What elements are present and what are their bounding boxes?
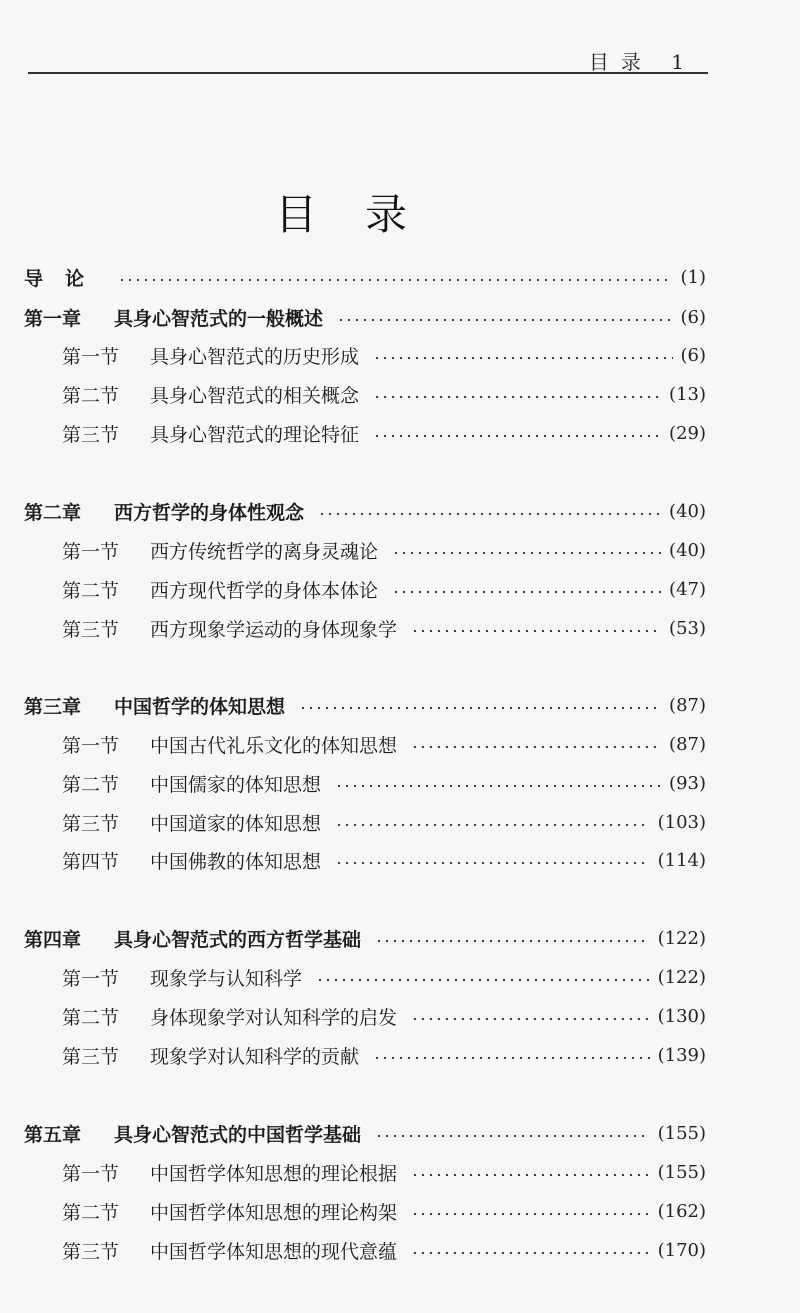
running-header-text: 目录 1	[588, 50, 696, 74]
dot-leader	[411, 1252, 650, 1254]
entry-page-number: (1)	[680, 266, 706, 288]
toc-chapter-entry	[24, 1118, 706, 1148]
toc-section-entry	[62, 418, 706, 448]
toc-chapter-entry	[24, 690, 706, 720]
entry-page-number: (6)	[680, 344, 706, 366]
entry-title: 西方哲学的身体性观念	[114, 501, 305, 524]
entry-page-number: (87)	[669, 733, 706, 755]
entry-number: 第三节	[62, 618, 120, 641]
toc-chapter-entry	[24, 923, 706, 953]
entry-page-number: (114)	[657, 849, 706, 871]
running-header	[28, 40, 708, 74]
entry-page-number: (93)	[669, 772, 706, 794]
entry-number: 第一章	[24, 307, 82, 330]
dot-leader	[392, 591, 661, 593]
entry-number: 第五章	[24, 1123, 82, 1146]
entry-title: 中国哲学的体知思想	[114, 695, 286, 718]
toc-section-entry	[62, 729, 706, 759]
entry-number: 第二节	[62, 579, 120, 602]
entry-title: 具身心智范式的中国哲学基础	[114, 1123, 362, 1146]
dot-leader	[392, 552, 661, 554]
toc-section-entry	[62, 1040, 706, 1070]
dot-leader	[375, 940, 650, 942]
toc-section-entry	[62, 340, 706, 370]
entry-page-number: (170)	[657, 1239, 706, 1261]
entry-title: 中国哲学体知思想的理论构架	[150, 1201, 398, 1224]
entry-title: 具身心智范式的历史形成	[150, 345, 360, 368]
entry-page-number: (155)	[657, 1161, 706, 1183]
entry-page-number: (87)	[669, 694, 706, 716]
entry-page-number: (130)	[657, 1005, 706, 1027]
toc-section-entry	[62, 1001, 706, 1031]
entry-number: 第三节	[62, 423, 120, 446]
entry-number: 第四章	[24, 928, 82, 951]
toc-section-entry	[62, 613, 706, 643]
entry-title: 中国儒家的体知思想	[150, 773, 322, 796]
entry-number: 第一节	[62, 1162, 120, 1185]
entry-title: 西方现象学运动的身体现象学	[150, 618, 398, 641]
toc-chapter-entry	[24, 302, 706, 332]
entry-page-number: (53)	[669, 617, 706, 639]
dot-leader	[337, 319, 672, 321]
entry-title: 具身心智范式的相关概念	[150, 384, 360, 407]
entry-number: 第三节	[62, 1240, 120, 1263]
toc-section-entry	[62, 807, 706, 837]
entry-title: 中国道家的体知思想	[150, 812, 322, 835]
entry-title: 具身心智范式的理论特征	[150, 423, 360, 446]
entry-page-number: (6)	[680, 306, 706, 328]
dot-leader	[373, 396, 661, 398]
entry-number: 第一节	[62, 345, 120, 368]
dot-leader	[335, 824, 650, 826]
entry-number: 第二节	[62, 1006, 120, 1029]
entry-page-number: (40)	[669, 539, 706, 561]
toc-section-entry	[62, 535, 706, 565]
dot-leader	[411, 1018, 650, 1020]
entry-number: 第一节	[62, 540, 120, 563]
entry-page-number: (103)	[657, 811, 706, 833]
entry-title: 现象学与认知科学	[150, 967, 303, 990]
dot-leader	[411, 630, 661, 632]
entry-number: 第一节	[62, 734, 120, 757]
dot-leader	[375, 1135, 650, 1137]
toc-chapter-entry	[24, 262, 706, 292]
dot-leader	[373, 1057, 650, 1059]
entry-title: 中国哲学体知思想的现代意蕴	[150, 1240, 398, 1263]
entry-title: 身体现象学对认知科学的启发	[150, 1006, 398, 1029]
toc-section-entry	[62, 962, 706, 992]
entry-number: 第二节	[62, 773, 120, 796]
entry-title: 西方传统哲学的离身灵魂论	[150, 540, 379, 563]
page-title: 目录	[274, 190, 455, 239]
dot-leader	[316, 979, 650, 981]
entry-number: 第三节	[62, 1045, 120, 1068]
entry-page-number: (139)	[657, 1044, 706, 1066]
dot-leader	[373, 435, 661, 437]
toc-section-entry	[62, 768, 706, 798]
entry-page-number: (13)	[669, 383, 706, 405]
dot-leader	[318, 513, 661, 515]
entry-page-number: (122)	[657, 927, 706, 949]
toc-section-entry	[62, 574, 706, 604]
entry-title: 具身心智范式的一般概述	[114, 307, 324, 330]
dot-leader	[411, 1213, 650, 1215]
dot-leader	[373, 357, 672, 359]
entry-title: 具身心智范式的西方哲学基础	[114, 928, 362, 951]
entry-title: 现象学对认知科学的贡献	[150, 1045, 360, 1068]
entry-page-number: (122)	[657, 966, 706, 988]
toc-section-entry	[62, 1157, 706, 1187]
dot-leader	[335, 862, 650, 864]
dot-leader	[299, 707, 661, 709]
entry-number: 第二节	[62, 384, 120, 407]
toc-section-entry	[62, 379, 706, 409]
entry-page-number: (47)	[669, 578, 706, 600]
entry-number: 第三章	[24, 695, 82, 718]
entry-title: 中国哲学体知思想的理论根据	[150, 1162, 398, 1185]
entry-number: 第三节	[62, 812, 120, 835]
entry-number: 第四节	[62, 850, 120, 873]
entry-page-number: (29)	[669, 422, 706, 444]
entry-title: 中国古代礼乐文化的体知思想	[150, 734, 398, 757]
dot-leader	[411, 1174, 650, 1176]
entry-page-number: (155)	[657, 1122, 706, 1144]
entry-title: 西方现代哲学的身体本体论	[150, 579, 379, 602]
entry-number: 导论	[24, 267, 107, 290]
dot-leader	[118, 279, 673, 281]
entry-number: 第一节	[62, 967, 120, 990]
entry-page-number: (162)	[657, 1200, 706, 1222]
dot-leader	[411, 746, 661, 748]
entry-title: 中国佛教的体知思想	[150, 850, 322, 873]
dot-leader	[335, 785, 661, 787]
toc-section-entry	[62, 845, 706, 875]
entry-page-number: (40)	[669, 500, 706, 522]
entry-number: 第二节	[62, 1201, 120, 1224]
toc-chapter-entry	[24, 496, 706, 526]
toc-section-entry	[62, 1235, 706, 1265]
entry-number: 第二章	[24, 501, 82, 524]
toc-section-entry	[62, 1196, 706, 1226]
